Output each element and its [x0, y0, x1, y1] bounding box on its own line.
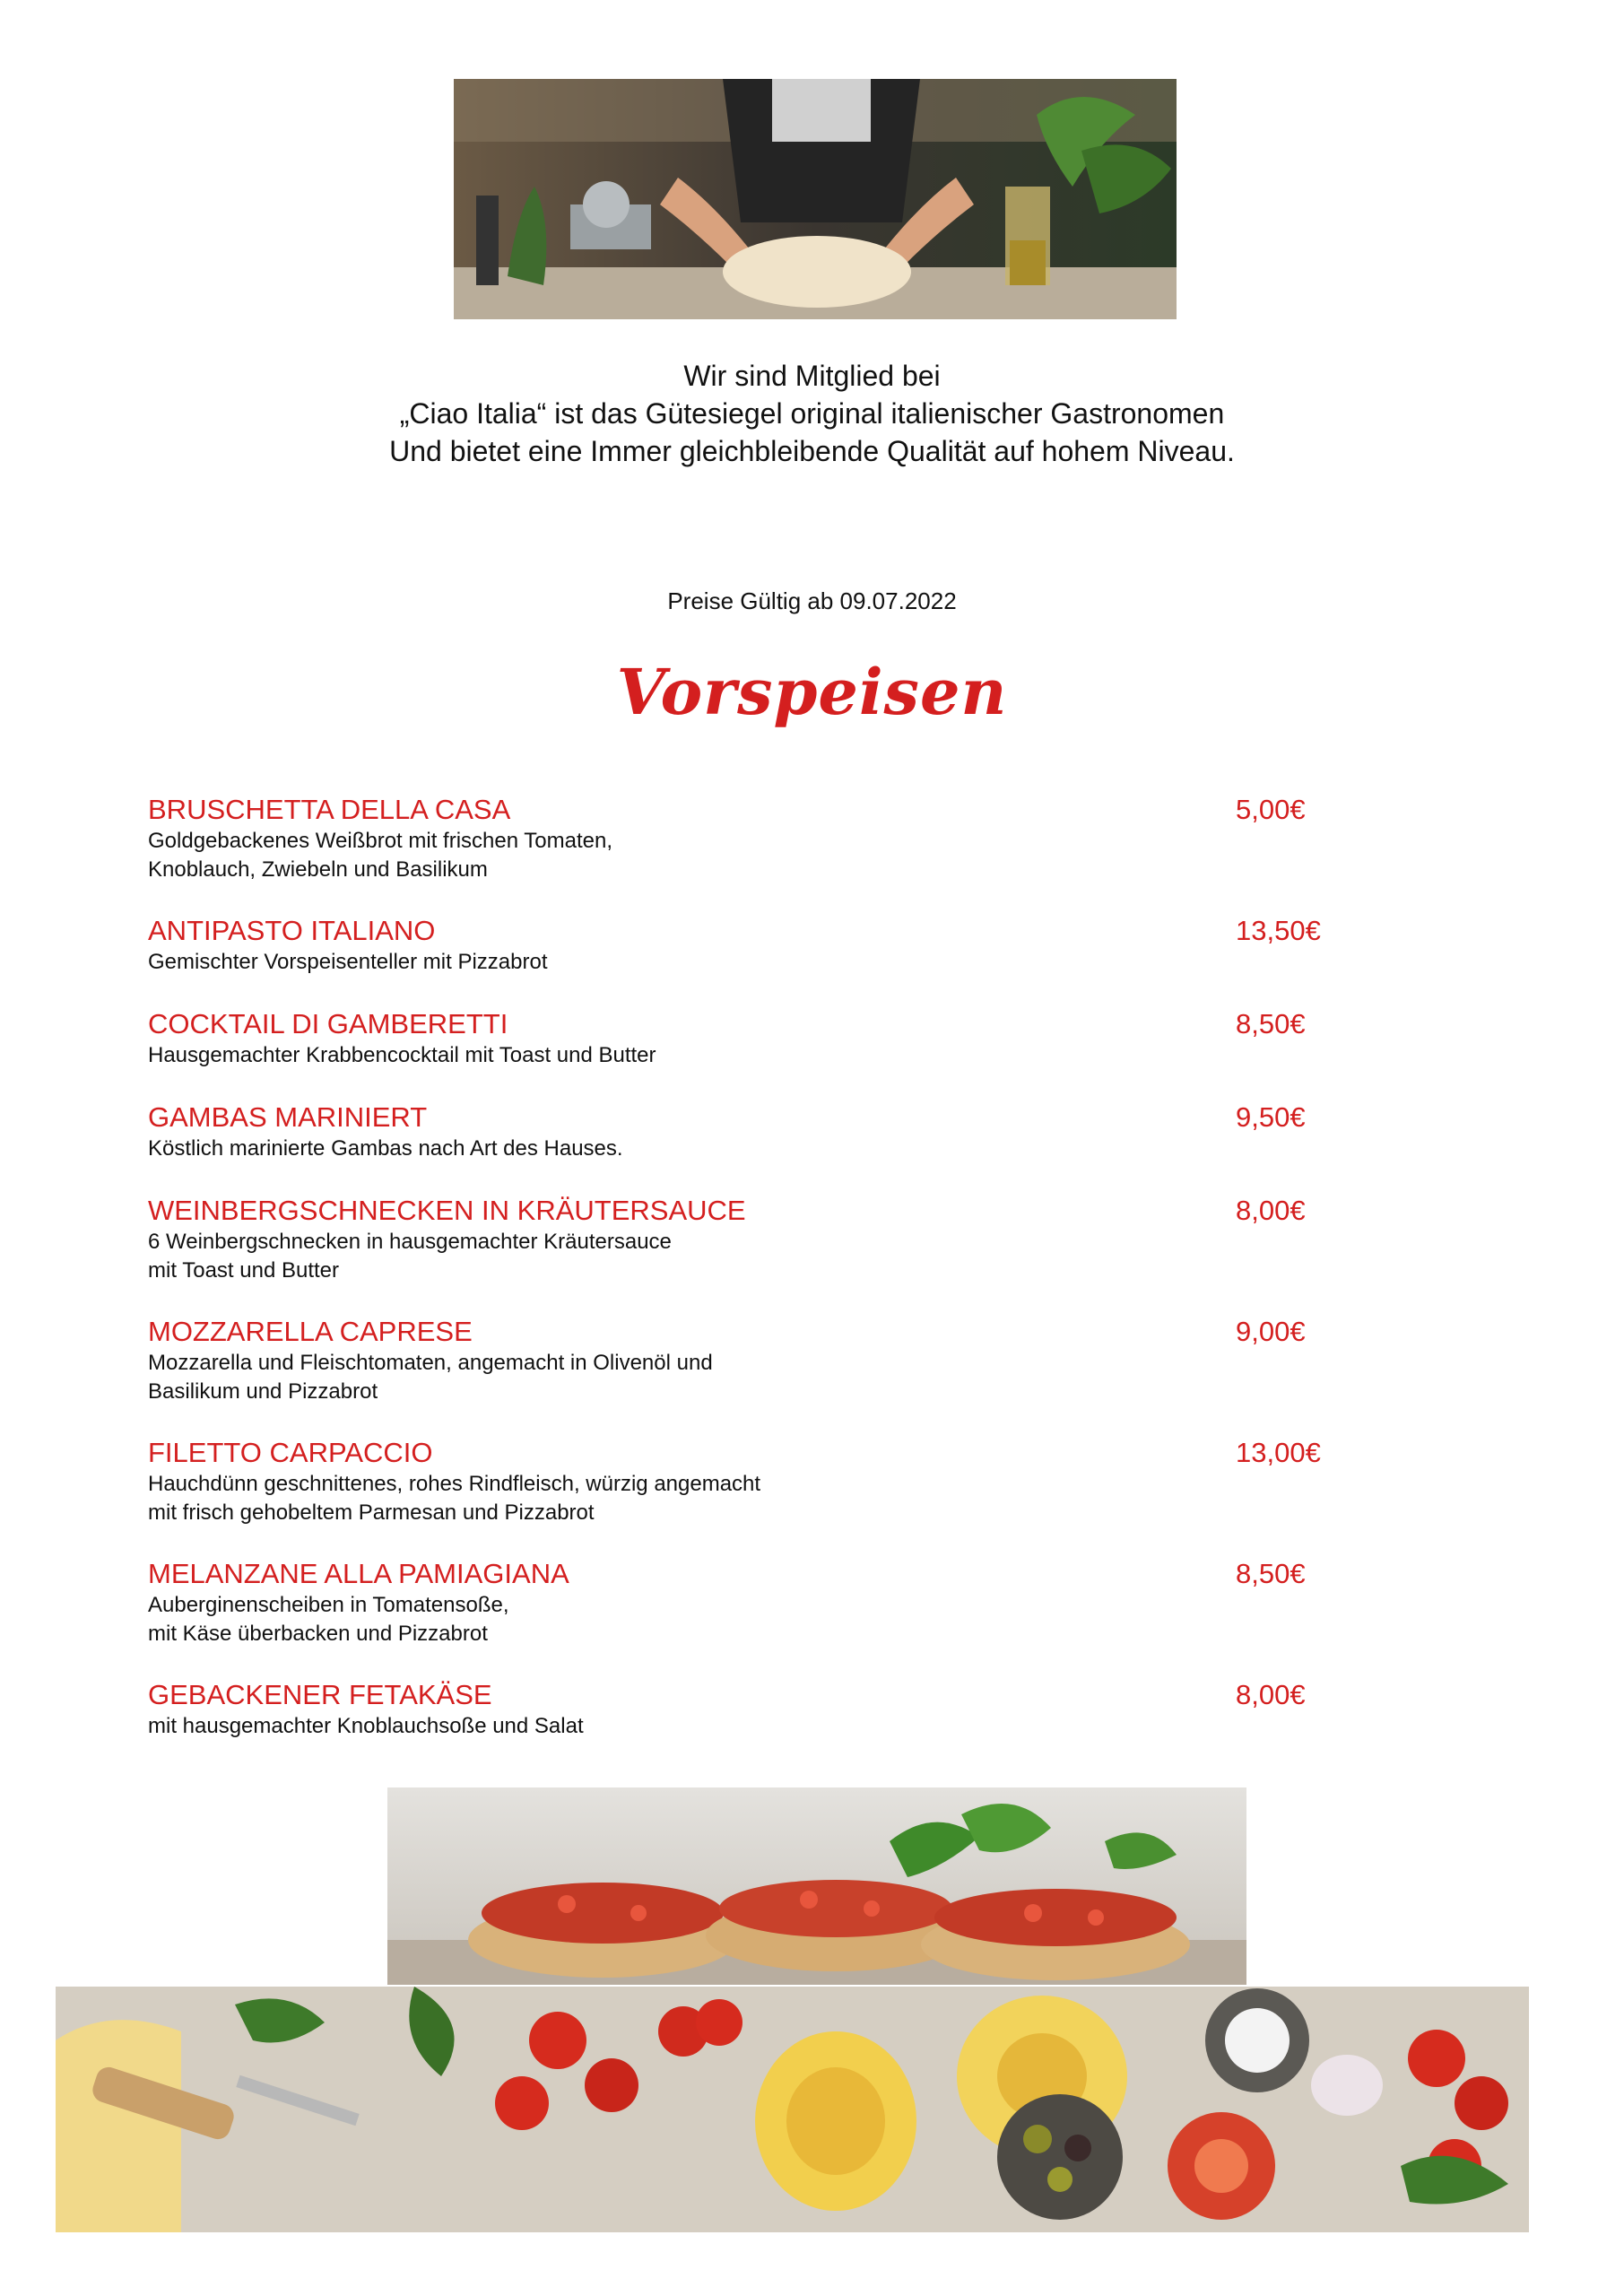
menu-item-description: Knoblauch, Zwiebeln und Basilikum: [148, 857, 488, 882]
menu-list: [148, 793, 1332, 1771]
menu-item-name: MELANZANE ALLA PAMIAGIANA: [148, 1558, 569, 1589]
menu-item-description: mit Toast und Butter: [148, 1258, 339, 1283]
menu-item-description: Gemischter Vorspeisenteller mit Pizzabrot: [148, 950, 548, 974]
menu-item-description: Basilikum und Pizzabrot: [148, 1379, 378, 1404]
menu-item: [148, 1194, 1332, 1285]
menu-item-name: GAMBAS MARINIERT: [148, 1101, 428, 1133]
menu-item-name: MOZZARELLA CAPRESE: [148, 1316, 473, 1347]
hero-photo: [454, 79, 1177, 319]
membership-intro: [0, 357, 1624, 470]
menu-item-name: COCKTAIL DI GAMBERETTI: [148, 1008, 508, 1039]
menu-item: [148, 1678, 1332, 1741]
ingredients-photo: [56, 1987, 1529, 2232]
menu-item-description: mit Käse überbacken und Pizzabrot: [148, 1622, 488, 1646]
menu-item-description: mit frisch gehobeltem Parmesan und Pizzabrot: [148, 1500, 595, 1525]
menu-item-description: Hausgemachter Krabbencocktail mit Toast und Butter: [148, 1043, 656, 1067]
menu-item-price: 9,50€: [1236, 1101, 1306, 1133]
price-validity-note: Preise Gültig ab 09.07.2022: [667, 587, 957, 614]
menu-item-name: ANTIPASTO ITALIANO: [148, 915, 436, 946]
menu-item-name: GEBACKENER FETAKÄSE: [148, 1679, 492, 1710]
intro-line-1: Wir sind Mitglied bei: [683, 360, 941, 392]
menu-item-price: 13,50€: [1236, 915, 1321, 946]
menu-item: [148, 1557, 1332, 1648]
menu-item-price: 9,00€: [1236, 1316, 1306, 1347]
menu-item: [148, 914, 1332, 977]
menu-item-description: Mozzarella und Fleischtomaten, angemacht in Olivenöl und: [148, 1351, 713, 1375]
menu-item-description: Hauchdünn geschnittenes, rohes Rindfleisch, würzig angemacht: [148, 1472, 761, 1496]
menu-item-price: 8,00€: [1236, 1195, 1306, 1226]
menu-item: [148, 1315, 1332, 1406]
menu-item-price: 8,50€: [1236, 1008, 1306, 1039]
menu-item: [148, 1100, 1332, 1163]
menu-item-description: Auberginenscheiben in Tomatensoße,: [148, 1593, 509, 1617]
menu-item-description: mit hausgemachter Knoblauchsoße und Salat: [148, 1714, 584, 1738]
section-title: Vorspeisen: [616, 655, 1008, 729]
menu-item-description: Goldgebackenes Weißbrot mit frischen Tomaten,: [148, 829, 613, 853]
menu-item-name: WEINBERGSCHNECKEN IN KRÄUTERSAUCE: [148, 1195, 746, 1226]
menu-item-name: FILETTO CARPACCIO: [148, 1437, 433, 1468]
menu-item-price: 8,00€: [1236, 1679, 1306, 1710]
menu-item-name: BRUSCHETTA DELLA CASA: [148, 794, 511, 825]
menu-item: [148, 1007, 1332, 1070]
menu-item-price: 13,00€: [1236, 1437, 1321, 1468]
intro-line-3: Und bietet eine Immer gleichbleibende Qualität auf hohem Niveau.: [389, 435, 1235, 467]
bruschetta-photo: [387, 1787, 1246, 1985]
menu-item-price: 8,50€: [1236, 1558, 1306, 1589]
menu-item-price: 5,00€: [1236, 794, 1306, 825]
menu-item-description: Köstlich marinierte Gambas nach Art des Hauses.: [148, 1136, 623, 1161]
menu-item-description: 6 Weinbergschnecken in hausgemachter Kräutersauce: [148, 1230, 672, 1254]
menu-item: [148, 1436, 1332, 1527]
intro-line-2: „Ciao Italia“ ist das Gütesiegel original italienischer Gastronomen: [399, 397, 1225, 430]
menu-item: [148, 793, 1332, 884]
